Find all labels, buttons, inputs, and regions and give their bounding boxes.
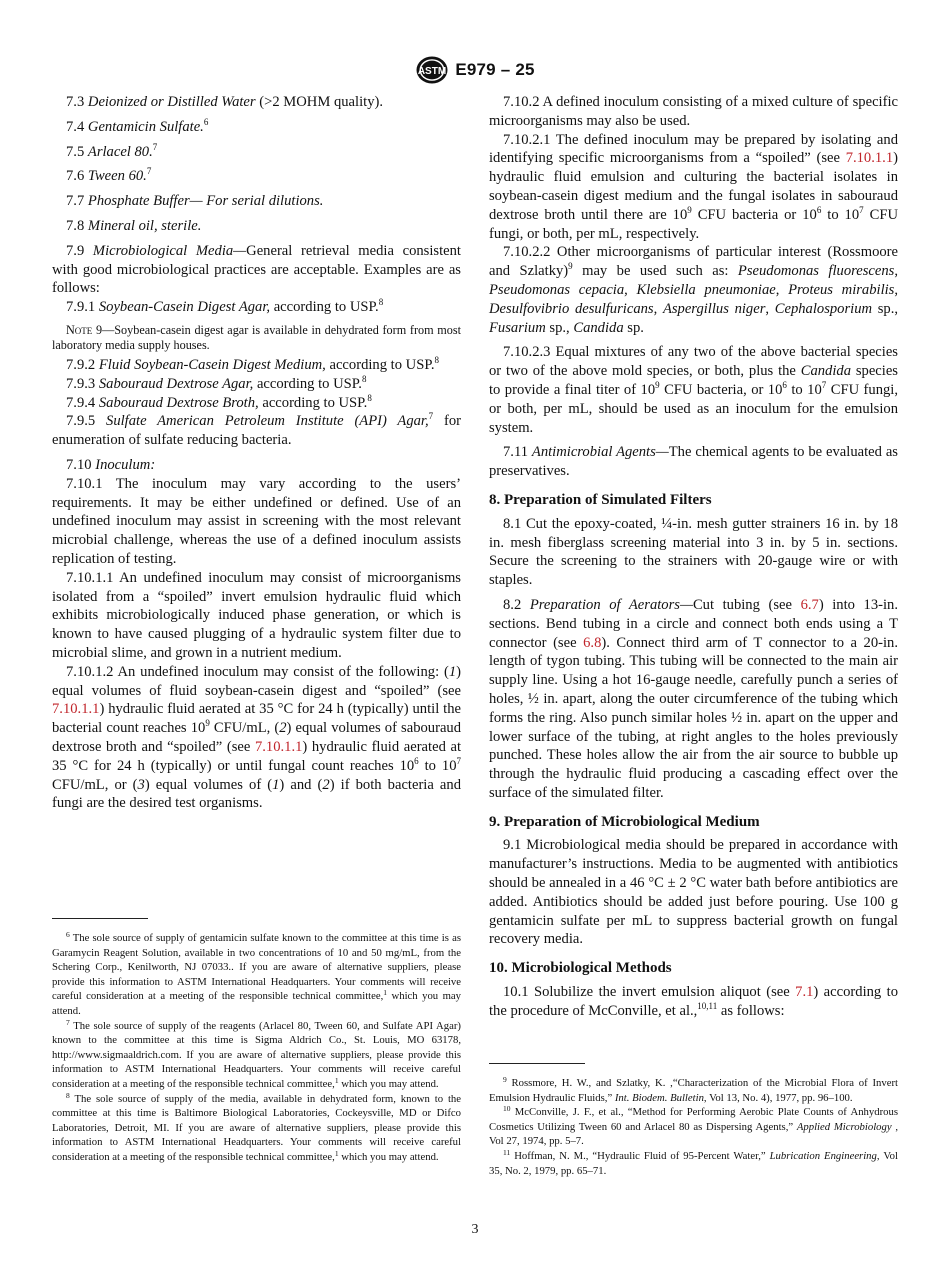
heading-section-8: 8. Preparation of Simulated Filters	[489, 491, 712, 508]
section-10-1: 10.1 Solubilize the invert emulsion aliquot (see 7.1) according to the procedure of McConville, et al.,$^{10,11}$ as follows:	[489, 984, 898, 1019]
section-7-10-2-1: 7.10.2.1 The defined inoculum may be prepared by isolating and identifying specific microorganisms from a “spoiled” (see 7.10.1.1) hydraulic fluid emulsion and culturing the bacterial isolates in soybean-casein digest medium and the fungal isolates in sabouraud dextrose broth until there are $10^9$ CFU bacteria or $10^6$ to $10^7$ CFU fungi, or both, per mL, respectively.	[489, 131, 898, 242]
footnotes-right	[489, 1076, 898, 1178]
section-7-6: 7.6 Tween 60.$^7$	[66, 166, 152, 185]
section-7-4: 7.4 Gentamicin Sulfate.$^6$	[66, 116, 209, 135]
note-9: Note 9—Soybean-casein digest agar is available in dehydrated form from most laboratory media supply houses.	[52, 322, 461, 353]
standard-designation: E979 – 25	[455, 60, 535, 79]
section-7-7: 7.7 Phosphate Buffer— For serial dilutions.	[66, 193, 324, 210]
link-6-8[interactable]: 6.8	[583, 634, 602, 651]
heading-section-9: 9. Preparation of Microbiological Medium	[489, 813, 760, 830]
footnote-11: $^{11}$ Hoffman, N. M., “Hydraulic Fluid of 95-Percent Water,” Lubrication Engineering, Vol 35, No. 2, 1979, pp. 65–71.	[489, 1147, 898, 1177]
link-6-7[interactable]: 6.7	[800, 596, 819, 613]
left-column	[52, 93, 461, 813]
section-7-10-2-3: 7.10.2.3 Equal mixtures of any two of the above bacterial species or two of the above mold species, or both, plus the Candida species to provide a final titer of $10^9$ CFU bacteria, or $10^6$ to $10^7$ CFU fungi, or both, per mL, should be used as an inoculum for the emulsion system.	[489, 344, 899, 436]
footnote-rule-right	[489, 1063, 585, 1064]
section-7-9-5: 7.9.5 Sulfate American Petroleum Institute (API) Agar,$^7$ for enumeration of sulfate reducing bacteria.	[52, 411, 462, 449]
section-7-9-3: 7.9.3 Sabouraud Dextrose Agar, according to USP.$^8$	[66, 373, 367, 392]
footnote-7: $^7$ The sole source of supply of the reagents (Arlacel 80, Tween 60, and Sulfate API Agar) known to the committee at this time is Sigma Aldrich Co., St. Louis, MO 63178, http://www.sigmaaldrich.com. If you are aware of alternative suppliers, please provide this information to ASTM International Headquarters. Your comments will receive careful consideration at a meeting of the responsible technical committee,$^1$ which you may attend.	[52, 1017, 461, 1090]
footnotes-left	[52, 931, 461, 1165]
section-7-10-2-2: 7.10.2.2 Other microorganisms of particular interest (Rossmoore and Szlatky)$^9$ may be used such as: Pseudomonas fluorescens, Pseudomonas cepacia, Klebsiella pneumoniae, Proteus mirabilis, Desulfovibrio desulfuricans, Aspergillus niger, Cephalosporium sp., Fusarium sp., Candida sp.	[489, 244, 899, 336]
link-7-10-1-1[interactable]: 7.10.1.1	[845, 150, 894, 167]
svg-text:ASTM: ASTM	[418, 66, 447, 77]
section-7-10-1-1: 7.10.1.1 An undefined inoculum may consist of microorganisms isolated from a “spoiled” invert emulsion hydraulic fluid which exhibits microbiologically induced phase generation, or which is known to have caused plugging of a hydraulic system filter due to microbial slime, and grown in a nutrient medium.	[52, 569, 461, 661]
right-column	[489, 93, 898, 1021]
footnote-rule-left	[52, 918, 148, 919]
section-8-1: 8.1 Cut the epoxy-coated, ¼-in. mesh gutter strainers 16 in. by 18 in. mesh fiberglass screening material into 3 in. by 5 in. sections. Secure the screening to the strainers with 20-gauge wire or with staples.	[489, 515, 898, 589]
section-7-9-1: 7.9.1 Soybean-Casein Digest Agar, according to USP.$^8$	[66, 297, 384, 316]
astm-logo-icon	[415, 55, 449, 85]
section-7-9-4: 7.9.4 Sabouraud Dextrose Broth, according to USP.$^8$	[66, 392, 372, 411]
footnote-6: $^6$ The sole source of supply of gentamicin sulfate known to the committee at this time is as Garamycin Reagent Solution, available in two concentrations of 10 and 50 mg/mL, from the Schering Corp., Kenilworth, NJ 07033.. If you are aware of alternative suppliers, please provide this information to ASTM International Headquarters. Your comments will receive careful consideration at a meeting of the responsible technical committee,$^1$ which you may attend.	[52, 930, 461, 1017]
heading-section-10: 10. Microbiological Methods	[489, 960, 672, 977]
section-7-5: 7.5 Arlacel 80.$^7$	[66, 141, 158, 160]
footnote-10: $^{10}$ McConville, J. F., et al., “Method for Performing Aerobic Plate Counts of Anhydrous Cosmetics Utilizing Tween 60 and Arlacel 80 as Dispersing Agents,” Applied Microbiology , Vol 27, 1974, pp. 5–7.	[489, 1104, 899, 1148]
footnote-9: $^9$ Rossmore, H. W., and Szlatky, K. ,“Characterization of the Microbial Flora of Invert Emulsion Hydraulic Fluids,” Int. Biodem. Bulletin, Vol 13, No. 4), 1977, pp. 96–100.	[489, 1075, 898, 1104]
section-7-10-1: 7.10.1 The inoculum may vary according to the users’ requirements. It may be either undefined or defined. Use of an undefined inoculum may assist in screening with the most relevant microbial challenge, whereas the use of a defined inoculum assists replication of testing.	[52, 475, 461, 567]
section-7-10-1-2: 7.10.1.2 An undefined inoculum may consist of the following: (1) equal volumes of fluid soybean-casein digest and “spoiled” (see 7.10.1.1) hydraulic fluid aerated at 35 °C for 24 h (typically) until the bacterial count reaches $10^9$ CFU/mL, (2) equal volumes of sabouraud dextrose broth and “spoiled” (see 7.10.1.1) hydraulic fluid aerated at 35 °C for 24 h (typically) or until fungal count reaches $10^6$ to $10^7$ CFU/mL, or (3) equal volumes of (1) and (2) if both bacteria and fungi are the desired test organisms.	[52, 663, 462, 812]
footnote-8: $^8$ The sole source of supply of the media, available in dehydrated form, known to the committee at this time is Baltimore Biological Laboratories, Cockeysville, MD or Difco Laboratories, Detroit, MI. If you are aware of alternative suppliers, please provide this information to ASTM International Headquarters. Your comments will receive careful consideration at a meeting of the responsible technical committee,$^1$ which you may attend.	[52, 1090, 461, 1163]
link-7-10-1-1[interactable]: 7.10.1.1	[52, 701, 100, 718]
link-7-10-1-1[interactable]: 7.10.1.1	[254, 738, 303, 755]
section-7-11: 7.11 Antimicrobial Agents—The chemical agents to be evaluated as preservatives.	[489, 444, 898, 480]
section-7-9-2: 7.9.2 Fluid Soybean-Casein Digest Medium, according to USP.$^8$	[66, 354, 439, 373]
link-7-1[interactable]: 7.1	[795, 984, 814, 1001]
section-9-1: 9.1 Microbiological media should be prepared in accordance with manufacturer’s instructions. Media to be augmented with antibiotics should be annealed in a 46 °C ± 2 °C water bath before antibiotics are added. Antibiotics should be added just before pouring. Use 100 g gentamicin sulfate per mL to suppress bacterial growth on fungal recovery media.	[489, 837, 898, 948]
section-7-10: 7.10 Inoculum:	[66, 456, 156, 473]
section-7-8: 7.8 Mineral oil, sterile.	[66, 217, 202, 234]
page-header	[0, 56, 950, 84]
page-number: 3	[471, 1222, 479, 1237]
section-8-2: 8.2 Preparation of Aerators—Cut tubing (see 6.7) into 13-in. sections. Bend tubing in a circle and connect both ends using a T connector (see 6.8). Connect third arm of T connector to a 20-in. length of tygon tubing. This tubing will be connected to the main air supply line. Using a hot 16-gauge needle, carefully punch a series of holes, ½ in. apart, along the outer circumference of the tubing which forms the ring. Also punch similar holes ½ in. apart on the upper and lower surface of the tubing, at right angles to the holes previously punched. These holes allow the air from the air source to bubble up through the hydraulic fluid producing a cascading effect over the surface of the simulated filter.	[489, 596, 899, 801]
section-7-3: 7.3 Deionized or Distilled Water (>2 MOHM quality).	[66, 94, 383, 110]
section-7-10-2: 7.10.2 A defined inoculum consisting of a mixed culture of specific microorganisms may also be used.	[489, 94, 898, 129]
section-7-9: 7.9 Microbiological Media—General retrieval media consistent with good microbiological practices are acceptable. Examples are as follows:	[52, 242, 461, 297]
